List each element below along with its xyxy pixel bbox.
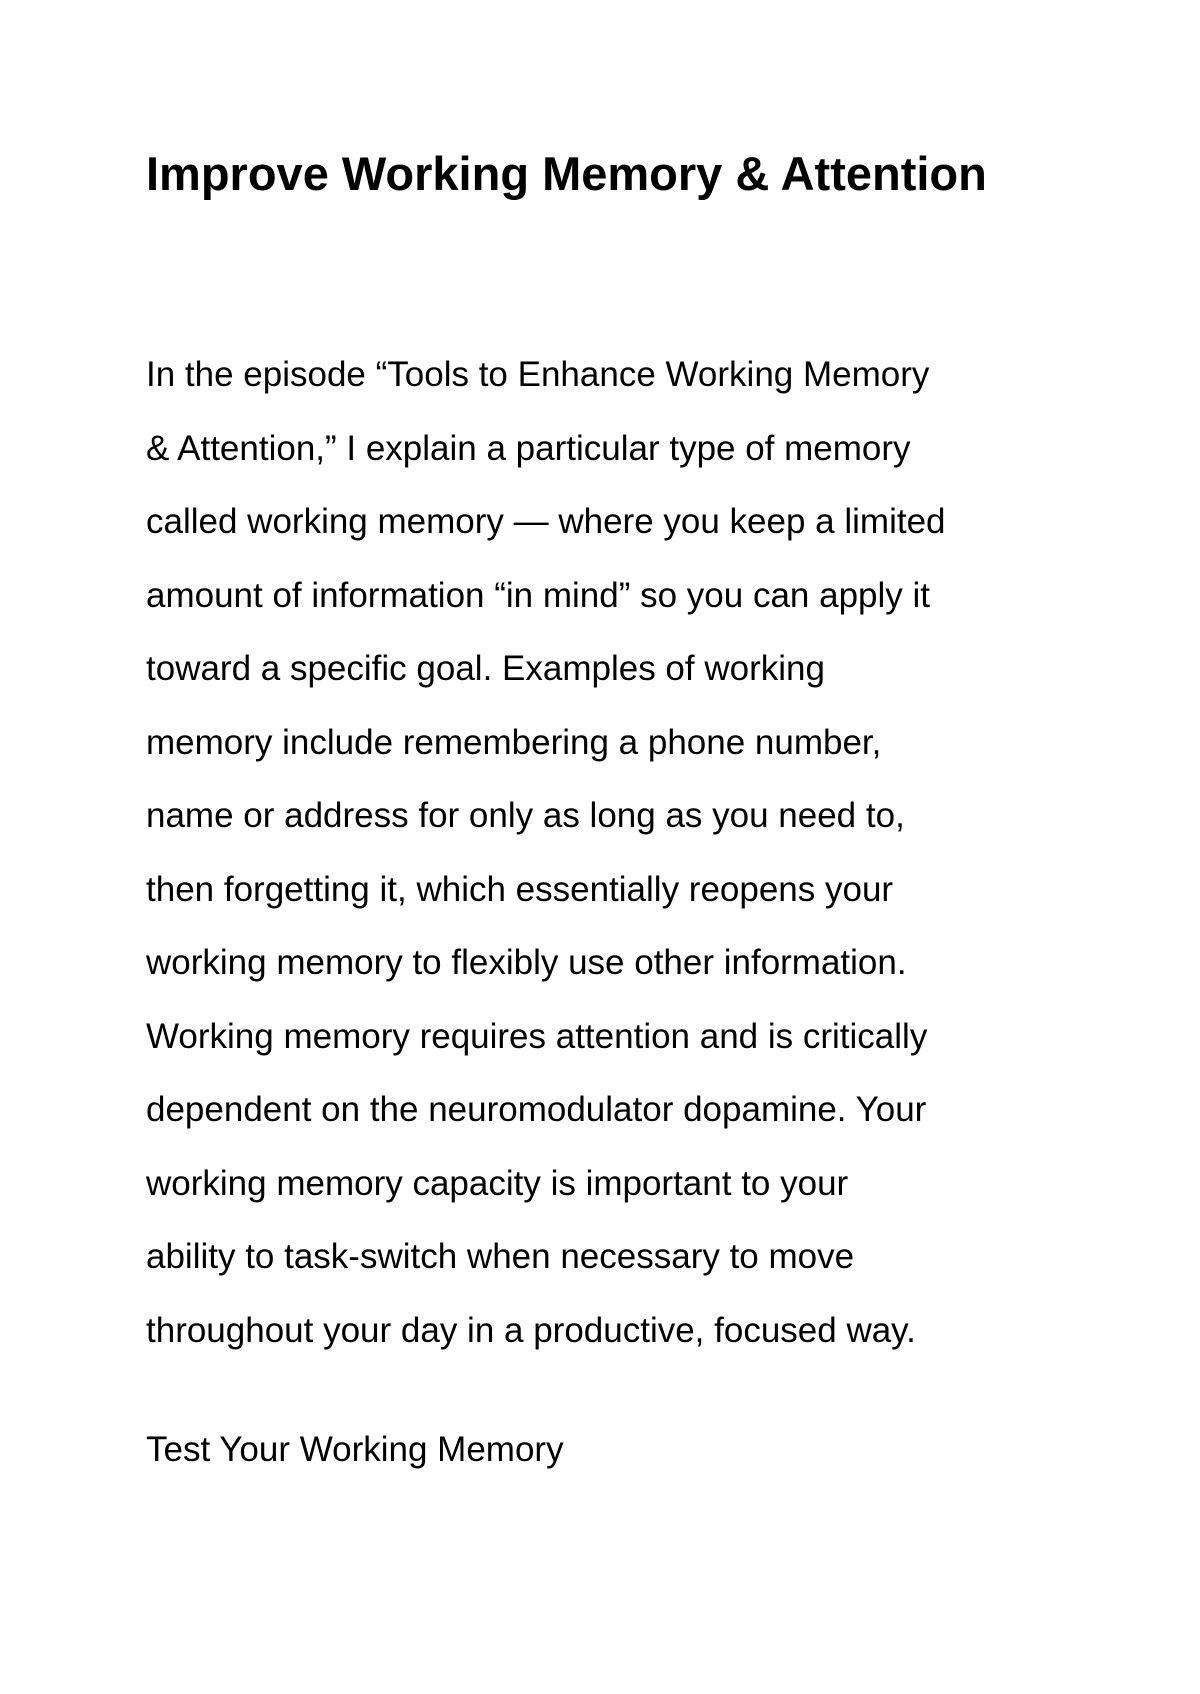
body-paragraph [146, 338, 1106, 1367]
paragraph-line: working memory capacity is important to your [146, 1163, 849, 1203]
paragraph-line: throughout your day in a productive, focused way. [146, 1310, 916, 1350]
paragraph-line: memory include remembering a phone number, [146, 722, 882, 762]
paragraph-line: amount of information “in mind” so you can apply it [146, 575, 930, 615]
paragraph-line: In the episode “Tools to Enhance Working Memory [146, 355, 930, 394]
paragraph-line: then forgetting it, which essentially reopens your [146, 869, 894, 909]
document-title: Improve Working Memory & Attention [146, 147, 987, 200]
paragraph-line: name or address for only as long as you need to, [146, 796, 905, 835]
paragraph-line: dependent on the neuromodulator dopamine. Your [146, 1090, 927, 1129]
paragraph-line: Working memory requires attention and is critically [146, 1016, 928, 1056]
paragraph-line: called working memory — where you keep a limited [146, 502, 946, 541]
paragraph-line: & Attention,” I explain a particular type of memory [146, 428, 911, 468]
paragraph-line: ability to task-switch when necessary to move [146, 1237, 855, 1276]
section-subheading: Test Your Working Memory [146, 1430, 564, 1469]
paragraph-line: toward a specific goal. Examples of working [146, 649, 825, 688]
paragraph-line: working memory to flexibly use other information. [146, 943, 907, 982]
